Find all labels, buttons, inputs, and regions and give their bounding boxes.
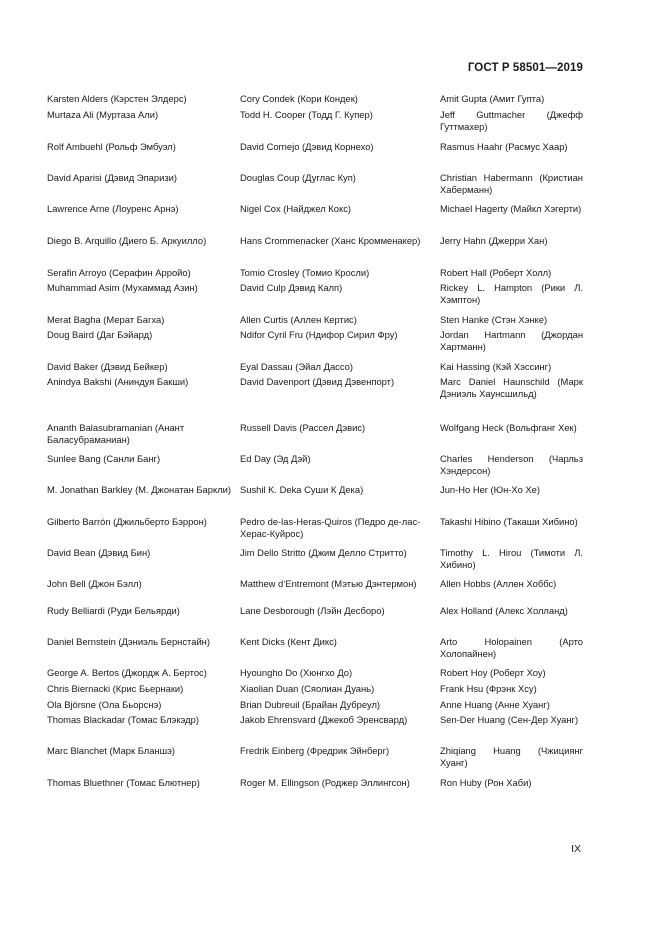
list-item: Allen Hobbs (Аллен Хоббс): [440, 578, 557, 589]
list-item: Diego B. Arquillo (Диего Б. Аркуилло): [47, 235, 207, 246]
list-item: Jordan Hartmann (Джордан Хартманн): [440, 329, 583, 352]
list-item: Daniel Bernstein (Дэниэль Бернстайн): [47, 636, 210, 647]
list-item: Marc Blanchet (Марк Бланшэ): [47, 745, 176, 756]
list-item: Russell Davis (Рассел Дэвис): [240, 422, 366, 433]
list-item: Amit Gupta (Амит Гупта): [440, 93, 545, 104]
list-item: Karsten Alders (Кэрстен Элдерс): [47, 93, 187, 104]
list-item: Sen-Der Huang (Сен-Дер Хуанг): [440, 714, 579, 725]
list-item: Jerry Hahn (Джерри Хан): [440, 235, 548, 246]
list-item: Michael Hagerty (Майкл Хэгерти): [440, 203, 582, 214]
list-item: Jun-Ho Her (Юн-Хо Хе): [440, 484, 540, 495]
list-item: David Baker (Дэвид Бейкер): [47, 361, 168, 372]
list-item: David Cornejo (Дэвид Корнехо): [240, 141, 374, 152]
list-item: David Davenport (Дэвид Дэвенпорт): [240, 376, 395, 387]
list-item: Jakob Ehrensvard (Джекоб Эренсвард): [240, 714, 408, 725]
list-item: Fredrik Einberg (Фредрик Эйнберг): [240, 745, 390, 756]
list-item: Rasmus Haahr (Расмус Хаар): [440, 141, 568, 152]
list-item: Brian Dubreuil (Брайан Дубреул): [240, 699, 381, 710]
list-item: Charles Henderson (Чарльз Хэндерсон): [440, 453, 583, 476]
list-item: George A. Bertos (Джордж А. Бертос): [47, 667, 207, 678]
list-item: Ed Day (Эд Дэй): [240, 453, 311, 464]
list-item: David Aparisi (Дэвид Эпаризи): [47, 172, 177, 183]
list-item: Christian Habermann (Кристиан Хаберманн): [440, 172, 583, 195]
list-item: Muhammad Asim (Мухаммад Азин): [47, 282, 198, 293]
list-item: Ron Huby (Рон Хаби): [440, 777, 532, 788]
list-item: Ananth Balasubramanian (Анант Баласубраманиан): [47, 422, 185, 445]
list-item: Merat Bagha (Мерат Багха): [47, 314, 165, 325]
list-item: Robert Hoy (Роберт Хоу): [440, 667, 546, 678]
list-item: Thomas Blackadar (Томас Блэкэдр): [47, 714, 199, 725]
list-item: Lawrence Arne (Лоуренс Арнэ): [47, 203, 179, 214]
list-item: Kent Dicks (Кент Дикс): [240, 636, 337, 647]
list-item: John Bell (Джон Бэлл): [47, 578, 142, 589]
list-item: Lane Desborough (Лэйн Десборо): [240, 605, 385, 616]
list-item: Rickey L. Hampton (Рики Л. Хэмптон): [440, 282, 583, 305]
list-item: Xiaolian Duan (Сяолиан Дуань): [240, 683, 375, 694]
list-item: Douglas Coup (Дуглас Куп): [240, 172, 356, 183]
list-item: Wolfgang Heck (Вольфганг Хек): [440, 422, 577, 433]
list-item: Rudy Belliardi (Руди Бельярди): [47, 605, 180, 616]
standard-number: ГОСТ Р 58501—2019: [467, 62, 583, 74]
list-item: Ola Björsne (Ола Бьорснэ): [47, 699, 162, 710]
list-item: Rolf Ambuehl (Рольф Эмбуэл): [47, 141, 176, 152]
page-number: IX: [571, 843, 581, 855]
list-item: Anne Huang (Анне Хуанг): [440, 699, 550, 710]
list-item: Thomas Bluethner (Томас Блютнер): [47, 777, 200, 788]
list-item: M. Jonathan Barkley (М. Джонатан Баркли): [47, 484, 232, 495]
list-item: Eyal Dassau (Эйал Дассо): [240, 361, 353, 372]
list-item: Chris Biernacki (Крис Бьернаки): [47, 683, 184, 694]
list-item: Sunlee Bang (Санли Банг): [47, 453, 161, 464]
list-item: Frank Hsu (Фрэнк Хсу): [440, 683, 537, 694]
list-item: Cory Condek (Кори Кондек): [240, 93, 358, 104]
list-item: Hans Crommenacker (Ханс Кромменакер): [240, 235, 421, 246]
list-item: Robert Hall (Роберт Холл): [440, 267, 552, 278]
list-item: Sten Hanke (Стэн Хэнке): [440, 314, 548, 325]
list-item: Serafin Arroyo (Серафин Арройо): [47, 267, 191, 278]
list-item: Alex Holland (Алекс Холланд): [440, 605, 568, 616]
list-item: Marc Daniel Haunschild (Марк Дэниэль Хаунсшильд): [440, 376, 583, 399]
list-item: Takashi Hibino (Такаши Хибино): [440, 516, 578, 527]
list-item: Hyoungho Do (Хюнгхо До): [240, 667, 353, 678]
list-item: Matthew d’Entremont (Мэтью Дэнтермон): [240, 578, 417, 589]
list-item: Sushil K. Deka Суши К Дека): [240, 484, 364, 495]
list-item: Murtaza Ali (Муртаза Али): [47, 109, 159, 120]
list-item: Kai Hassing (Кэй Хэссинг): [440, 361, 552, 372]
list-item: Jim Dello Stritto (Джим Делло Стритто): [240, 547, 407, 558]
list-item: Roger M. Ellingson (Роджер Эллингсон): [240, 777, 410, 788]
list-item: Pedro de-las-Heras-Quiros (Педро де-лас-Херас-Куйрос): [240, 516, 421, 539]
list-item: Zhiqiang Huang (Чжициянг Хуанг): [440, 745, 583, 768]
list-item: Nigel Cox (Найджел Кокс): [240, 203, 351, 214]
list-item: Jeff Guttmacher (Джефф Гуттмахер): [440, 109, 583, 132]
list-item: Arto Holopainen (Арто Холопайнен): [440, 636, 583, 659]
list-item: Ndifor Cyril Fru (Ндифор Сирил Фру): [240, 329, 398, 340]
list-item: Allen Curtis (Аллен Кертис): [240, 314, 357, 325]
list-item: Anindya Bakshi (Аниндуя Бакши): [47, 376, 189, 387]
list-item: David Bean (Дэвид Бин): [47, 547, 151, 558]
list-item: David Culp Дэвид Калп): [240, 282, 343, 293]
list-item: Timothy L. Hirou (Тимоти Л. Хибино): [440, 547, 583, 570]
list-item: Tomio Crosley (Томио Кросли): [240, 267, 370, 278]
list-item: Gilberto Barrón (Джильберто Бэррон): [47, 516, 207, 527]
list-item: Todd H. Cooper (Тодд Г. Купер): [240, 109, 373, 120]
list-item: Doug Baird (Даг Бэйард): [47, 329, 153, 340]
